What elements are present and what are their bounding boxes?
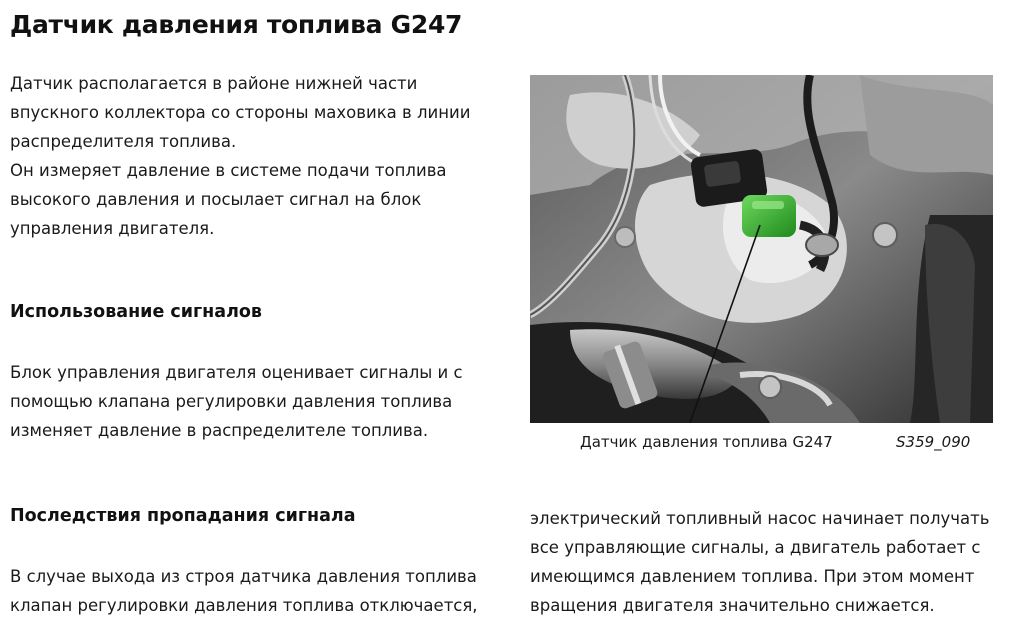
figure-caption: Датчик давления топлива G247 bbox=[580, 433, 833, 451]
text-line: все управляющие сигналы, а двигатель работает с bbox=[530, 538, 981, 557]
text-line: высокого давления и посылает сигнал на блок bbox=[10, 190, 422, 209]
text-line: Он измеряет давление в системе подачи топлива bbox=[10, 161, 447, 180]
text-line: впускного коллектора со стороны маховика в линии bbox=[10, 103, 471, 122]
page-title: Датчик давления топлива G247 bbox=[10, 10, 463, 39]
engine-drawing bbox=[530, 75, 993, 423]
text-line: В случае выхода из строя датчика давления топлива bbox=[10, 567, 477, 586]
signal-loss-continuation bbox=[530, 504, 989, 620]
figure-id: S359_090 bbox=[896, 433, 971, 451]
engine-illustration bbox=[530, 75, 993, 423]
text-line: клапан регулировки давления топлива отключается, bbox=[10, 596, 478, 615]
text-line: Датчик располагается в районе нижней части bbox=[10, 74, 418, 93]
text-line: управления двигателя. bbox=[10, 219, 215, 238]
signal-use-heading: Использование сигналов bbox=[10, 302, 262, 322]
text-line: изменяет давление в распределителе топлива. bbox=[10, 421, 429, 440]
text-line: вращения двигателя значительно снижается. bbox=[530, 596, 935, 615]
intro-paragraph bbox=[10, 69, 471, 243]
text-line: Блок управления двигателя оценивает сигналы и с bbox=[10, 363, 463, 382]
signal-use-paragraph bbox=[10, 358, 463, 445]
signal-loss-heading: Последствия пропадания сигнала bbox=[10, 506, 356, 526]
text-line: электрический топливный насос начинает получать bbox=[530, 509, 990, 528]
text-line: имеющимся давлением топлива. При этом момент bbox=[530, 567, 975, 586]
text-line: распределителя топлива. bbox=[10, 132, 237, 151]
text-line: помощью клапана регулировки давления топлива bbox=[10, 392, 453, 411]
signal-loss-paragraph bbox=[10, 562, 478, 620]
